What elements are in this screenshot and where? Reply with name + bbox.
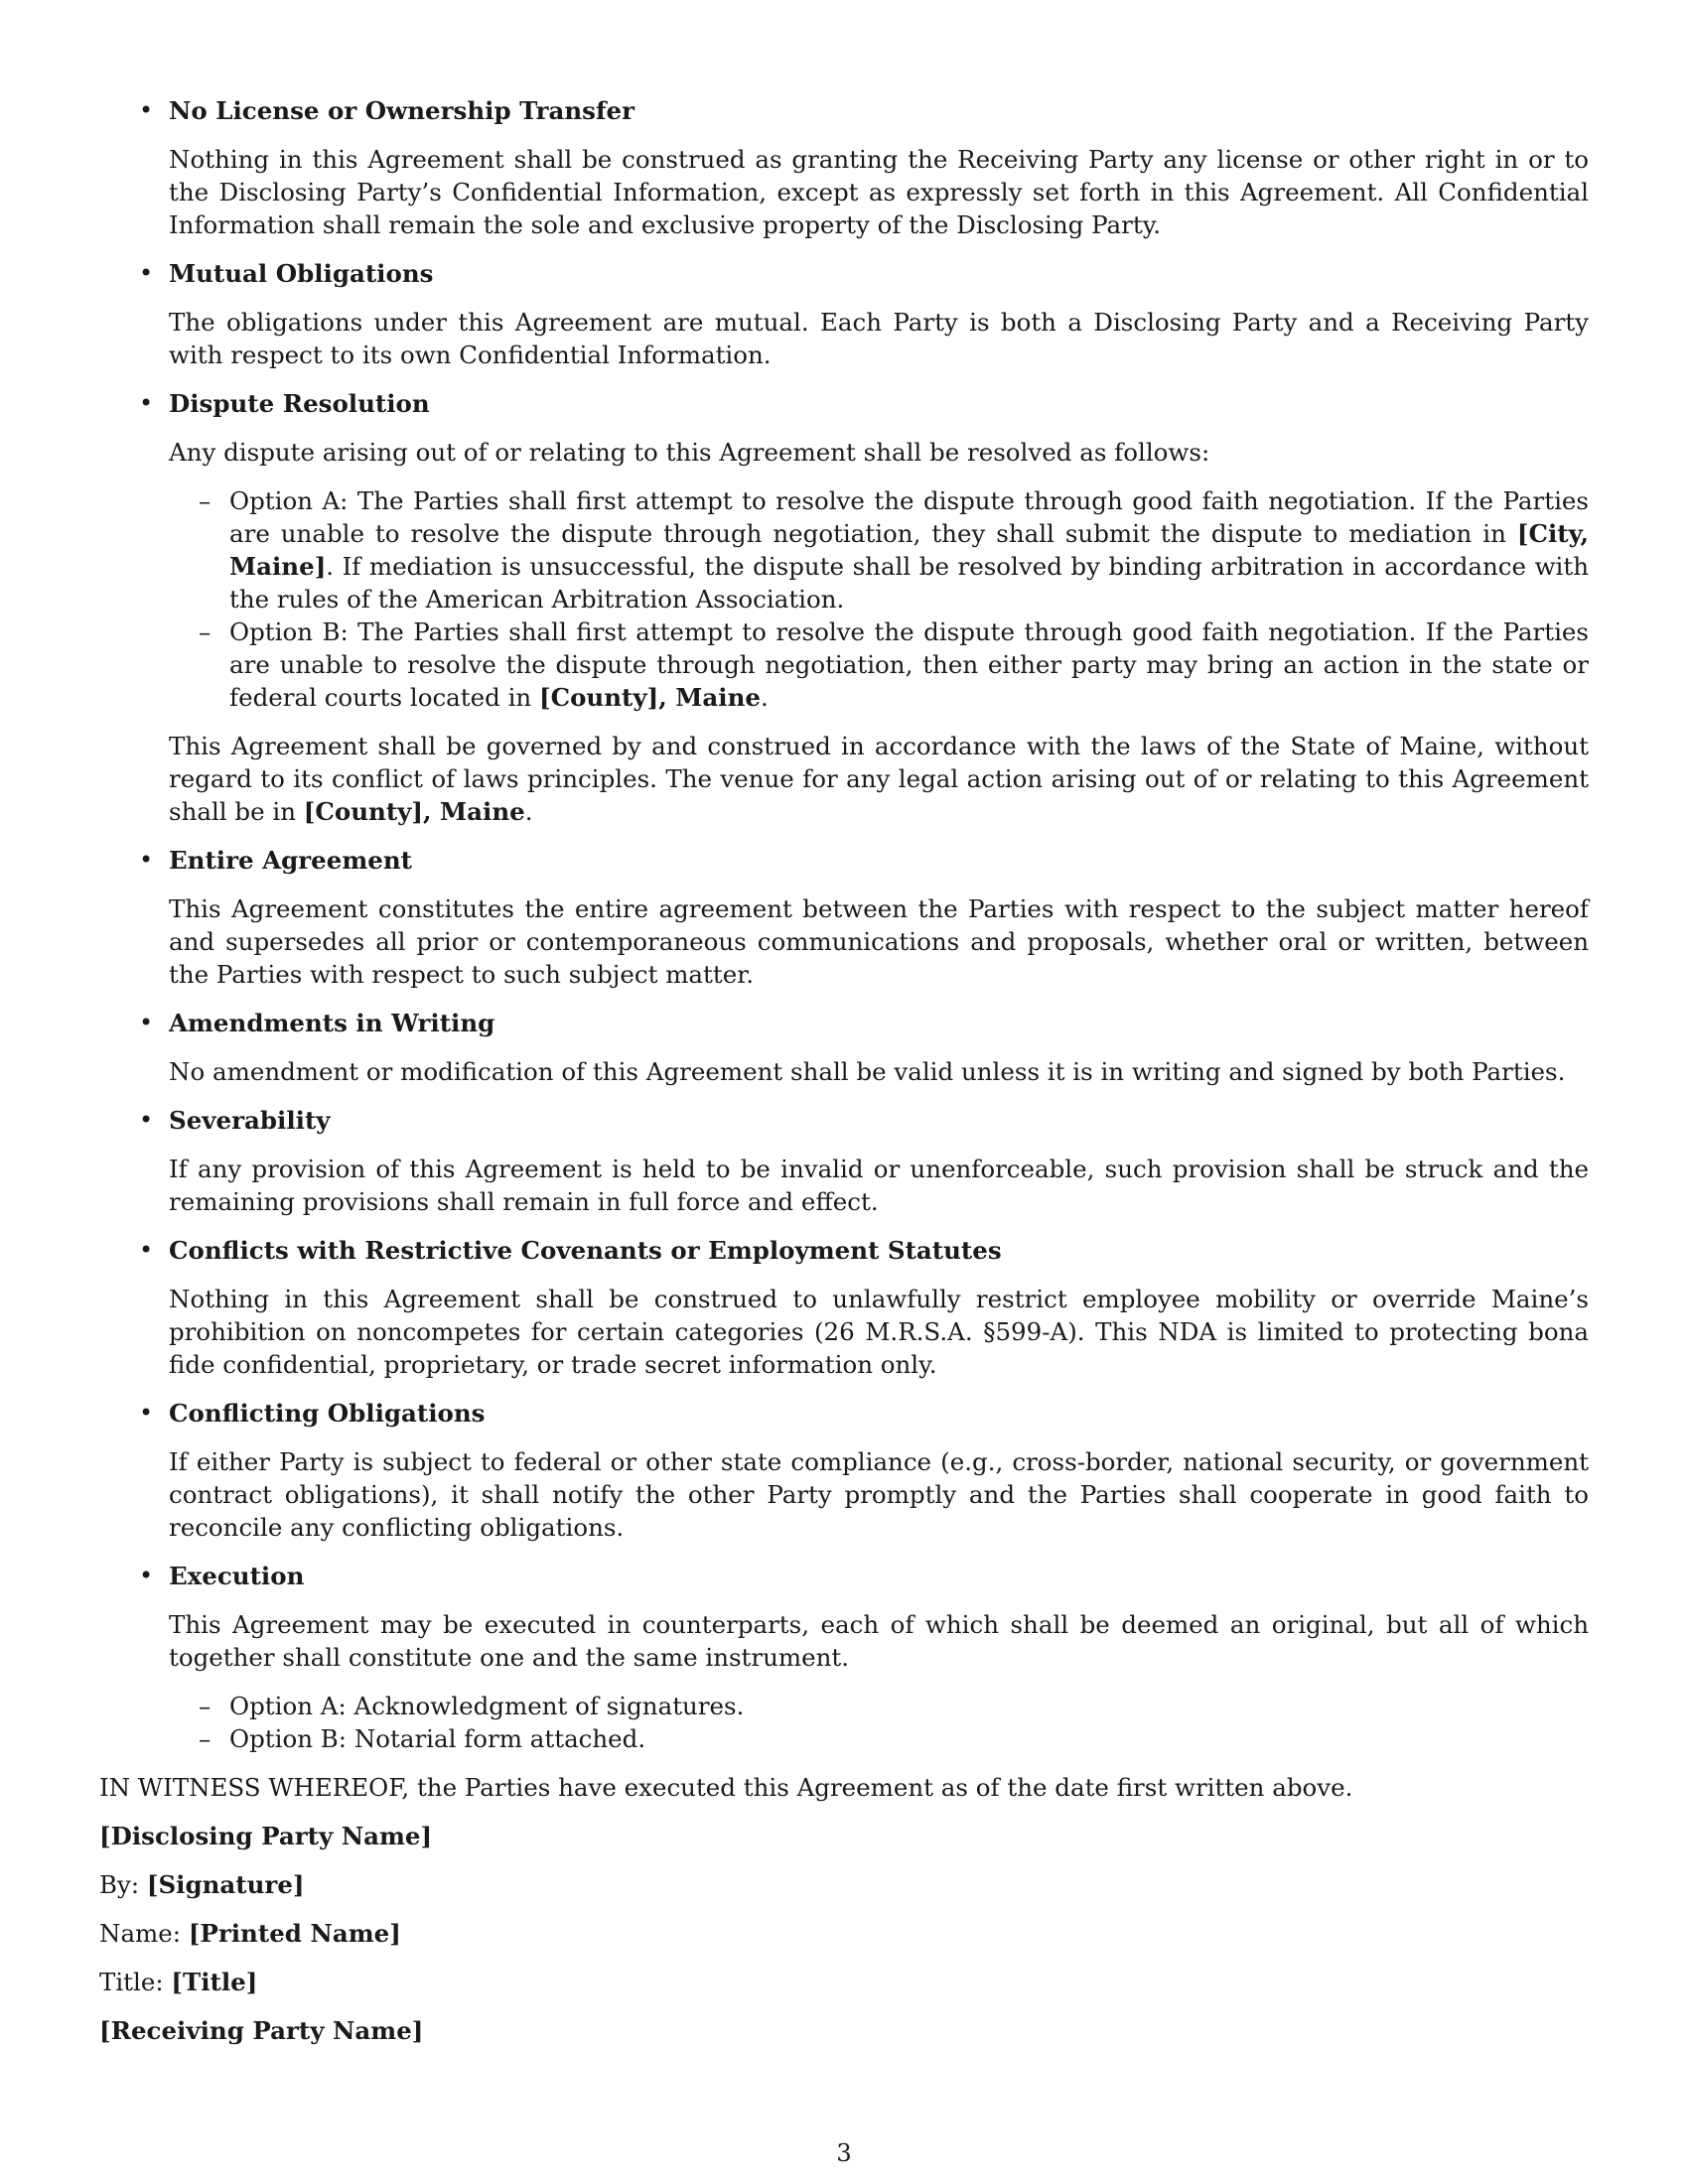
clause-heading: • Severability: [169, 1106, 331, 1135]
dispute-option-a: [169, 484, 1589, 615]
clause-heading: • Amendments in Writing: [169, 1009, 495, 1037]
clause-no-license: [99, 94, 1589, 241]
option-text: . If mediation is unsuccessful, the dispute shall be resolved by binding arbitration in accordance with the rules of the American Arbitration Association.: [229, 552, 1589, 614]
receiving-party-name: [Receiving Party Name]: [99, 2016, 424, 2045]
signature-placeholder: [Signature]: [146, 1870, 305, 1899]
placeholder-county-maine: [County], Maine: [303, 797, 525, 826]
clause-heading: • Entire Agreement: [169, 846, 412, 875]
clause-paragraph: The obligations under this Agreement are mutual. Each Party is both a Disclosing Party and a Receiving Party with respect to its own Confidential Information.: [169, 308, 1589, 369]
clause-heading: • Execution: [169, 1562, 305, 1590]
page-number: 3: [836, 2139, 852, 2167]
clause-list: [99, 94, 1589, 1755]
name-label: Name:: [99, 1919, 189, 1948]
governing-law-paragraph: [169, 730, 1589, 828]
clause-heading: • No License or Ownership Transfer: [169, 96, 634, 125]
signature-block: [99, 1771, 1589, 2047]
clause-paragraph: Nothing in this Agreement shall be construed to unlawfully restrict employee mobility or override Maine’s prohibition on noncompetes for certain categories (26 M.R.S.A. §599-A). This NDA is limited to protecting bona fide confidential, proprietary, or trade secret information only.: [169, 1285, 1589, 1379]
governing-text: This Agreement shall be governed by and construed in accordance with the laws of the State of Maine, without regard to its conflict of laws principles. The venue for any legal action arising out of or relating to this Agreement shall be in: [169, 732, 1589, 826]
by-label: By:: [99, 1870, 147, 1899]
clause-paragraph: This Agreement constitutes the entire agreement between the Parties with respect to the subject matter hereof and supersedes all prior or contemporaneous communications and proposals, whether oral or written, between the Parties with respect to such subject matter.: [169, 894, 1589, 989]
option-text: Option A: The Parties shall first attempt to resolve the dispute through good faith negotiation. If the Parties are unable to resolve the dispute through negotiation, they shall submit the dispute to mediation in: [229, 486, 1589, 548]
clause-conflicting-obligations: [99, 1397, 1589, 1544]
clause-paragraph: If either Party is subject to federal or other state compliance (e.g., cross-border, national security, or government contract obligations), it shall notify the other Party promptly and the Parties shall cooperate in good faith to reconcile any conflicting obligations.: [169, 1447, 1589, 1542]
title-line: [99, 1966, 1589, 1998]
clause-paragraph: No amendment or modification of this Agreement shall be valid unless it is in writing and signed by both Parties.: [169, 1057, 1566, 1086]
option-text: Option B: The Parties shall first attempt to resolve the dispute through good faith negotiation. If the Parties are unable to resolve the dispute through negotiation, then either party may bring an action in the state or federal courts located in: [229, 617, 1589, 712]
clause-heading: • Conflicting Obligations: [169, 1399, 486, 1428]
printed-name-placeholder: [Printed Name]: [188, 1919, 401, 1948]
witness-statement: IN WITNESS WHEREOF, the Parties have executed this Agreement as of the date first written above.: [99, 1773, 1353, 1802]
document-page: [99, 94, 1589, 2063]
execution-option-a: – Option A: Acknowledgment of signatures.: [169, 1690, 1589, 1722]
execution-options: [169, 1690, 1589, 1755]
clause-amendments: [99, 1007, 1589, 1088]
disclosing-party-name: [Disclosing Party Name]: [99, 1822, 433, 1850]
governing-text: .: [524, 797, 533, 826]
title-placeholder: [Title]: [171, 1968, 258, 1996]
clause-dispute-resolution: [99, 387, 1589, 828]
clause-intro: Any dispute arising out of or relating to this Agreement shall be resolved as follows:: [169, 438, 1210, 467]
clause-entire-agreement: [99, 844, 1589, 991]
execution-option-b: – Option B: Notarial form attached.: [169, 1722, 1589, 1755]
clause-mutual-obligations: [99, 257, 1589, 371]
clause-severability: [99, 1104, 1589, 1218]
clause-heading: • Mutual Obligations: [169, 259, 434, 288]
title-label: Title:: [99, 1968, 172, 1996]
placeholder-city-maine: [City, Maine]: [229, 519, 1589, 581]
signature-line: [99, 1868, 1589, 1901]
clause-heading: • Conflicts with Restrictive Covenants or Employment Statutes: [169, 1236, 1002, 1265]
clause-paragraph: This Agreement may be executed in counterparts, each of which shall be deemed an original, but all of which together shall constitute one and the same instrument.: [169, 1610, 1589, 1672]
dispute-options: [169, 484, 1589, 714]
option-text: .: [760, 683, 769, 712]
clause-execution: [99, 1560, 1589, 1755]
clause-paragraph: Nothing in this Agreement shall be construed as granting the Receiving Party any license or other right in or to the Disclosing Party’s Confidential Information, except as expressly set forth in this Agreement. All Confidential Information shall remain the sole and exclusive property of the Disclosing Party.: [169, 145, 1589, 239]
clause-paragraph: If any provision of this Agreement is held to be invalid or unenforceable, such provision shall be struck and the remaining provisions shall remain in full force and effect.: [169, 1155, 1589, 1216]
clause-heading: • Dispute Resolution: [169, 389, 430, 418]
clause-restrictive-covenants: [99, 1234, 1589, 1381]
printed-name-line: [99, 1917, 1589, 1950]
placeholder-county-maine: [County], Maine: [539, 683, 761, 712]
dispute-option-b: [169, 615, 1589, 714]
